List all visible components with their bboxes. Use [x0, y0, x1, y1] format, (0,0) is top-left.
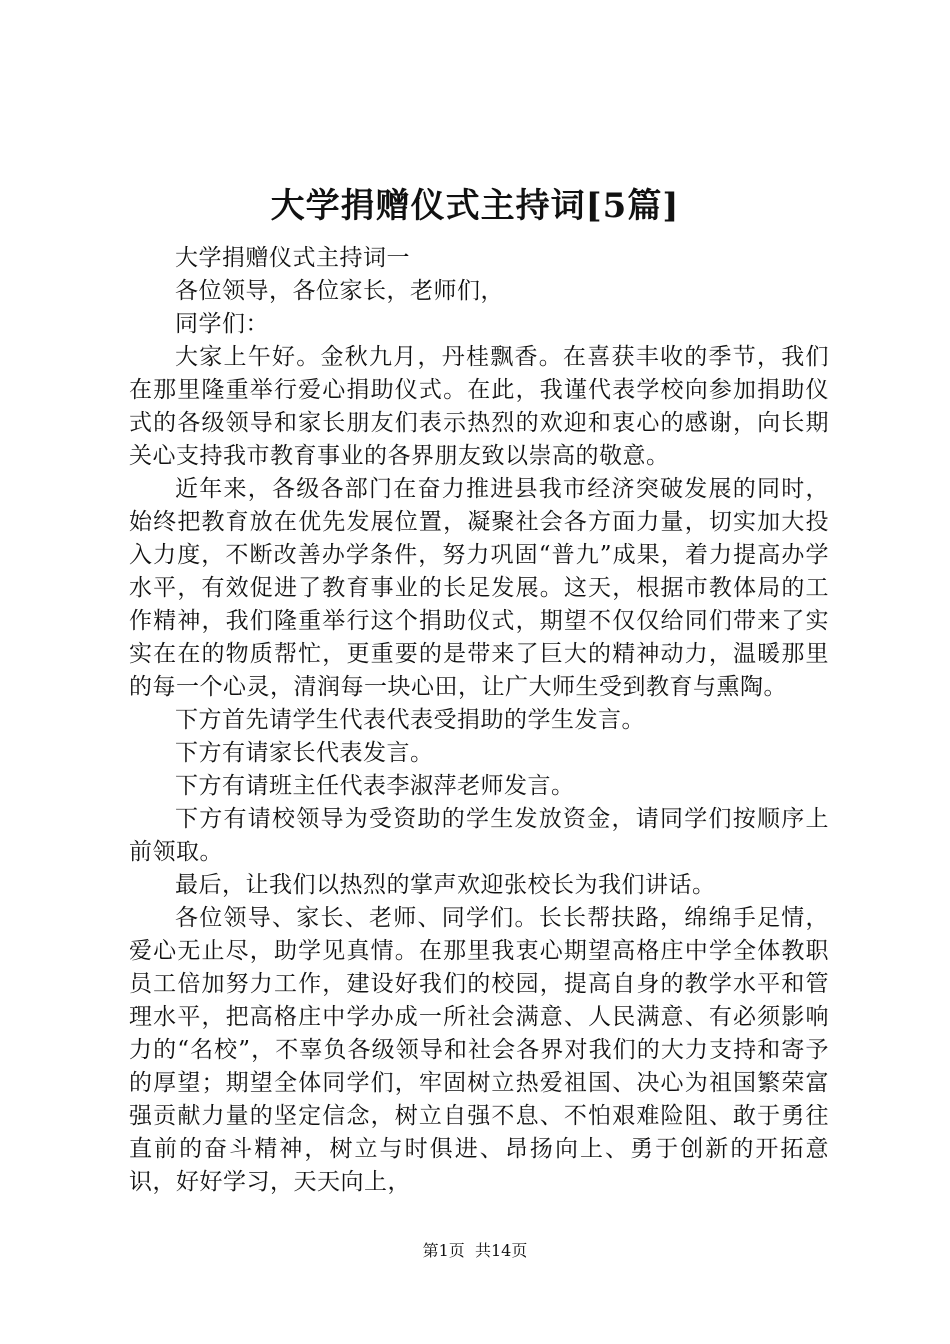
page-total: 共14页	[474, 1241, 528, 1260]
paragraph: 下方有请班主任代表李淑萍老师发言。	[175, 773, 575, 799]
page-number: 第1页	[422, 1241, 465, 1260]
paragraph: 各位领导、家长、老师、同学们。长长帮扶路，绵绵手足情，爱心无止尽，助学见真情。在那里我衷心期望高格庄中学全体教职员工倍加努力工作，建设好我们的校园，提高自身的教学水平和管理水平，把高格庄中学办成一所社会满意、人民满意、有必须影响力的“名校”，不辜负各级领导和社会各界对我们的大力支持和寄予的厚望；期望全体同学们，牢固树立热爱祖国、决心为祖国繁荣富强贡献力量的坚定信念，树立自强不息、不怕艰难险阻、敢于勇往直前的奋斗精神，树立与时俱进、昂扬向上、勇于创新的开拓意识，好好学习，天天向上，	[129, 905, 829, 1195]
paragraph: 下方首先请学生代表代表受捐助的学生发言。	[175, 707, 645, 733]
paragraph: 最后，让我们以热烈的掌声欢迎张校长为我们讲话。	[175, 872, 716, 898]
paragraph: 近年来，各级各部门在奋力推进县我市经济突破发展的同时，始终把教育放在优先发展位置，凝聚社会各方面力量，切实加大投入力度，不断改善办学条件，努力巩固“普九”成果，着力提高办学水平，有效促进了教育事业的长足发展。这天，根据市教体局的工作精神，我们隆重举行这个捐助仪式，期望不仅仅给同们带来了实实在在的物质帮忙，更重要的是带来了巨大的精神动力，温暖那里的每一个心灵，清润每一块心田，让广大师生受到教育与熏陶。	[129, 476, 829, 700]
paragraph-heading: 大学捐赠仪式主持词一	[175, 245, 410, 271]
paragraph: 下方有请校领导为受资助的学生发放资金，请同学们按顺序上前领取。	[129, 806, 829, 865]
paragraph-greeting-students: 同学们：	[175, 311, 269, 337]
footer-separator	[465, 1241, 475, 1260]
paragraph: 大家上午好。金秋九月，丹桂飘香。在喜获丰收的季节，我们在那里隆重举行爱心捐助仪式。在此，我谨代表学校向参加捐助仪式的各级领导和家长朋友们表示热烈的欢迎和衷心的感谢，向长期关心支持我市教育事业的各界朋友致以崇高的敬意。	[129, 344, 829, 469]
page-footer	[0, 1240, 950, 1262]
paragraph-greeting: 各位领导，各位家长，老师们，	[175, 278, 504, 304]
document-body	[129, 242, 829, 1199]
document-title: 大学捐赠仪式主持词[5篇]	[270, 186, 680, 226]
paragraph: 下方有请家长代表发言。	[175, 740, 434, 766]
